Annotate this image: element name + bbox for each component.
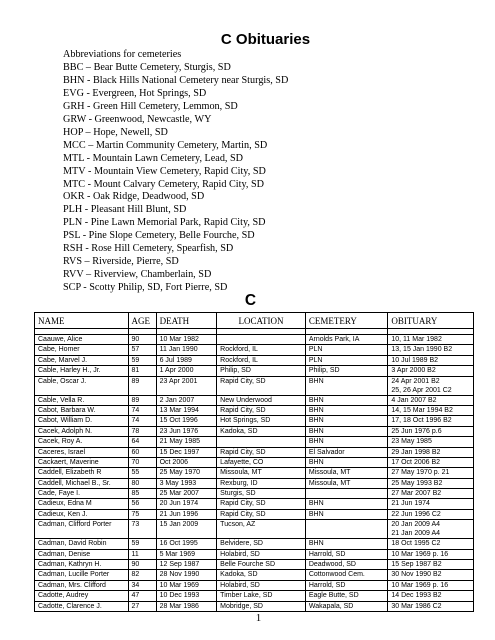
cell-obituary [388,549,474,559]
cell-name: Cabe, Homer [35,345,129,355]
table-header-row [35,313,474,329]
obituary-reference: 21 Jan 2009 A4 [391,530,441,538]
cell-age: 59 [128,355,156,365]
abbreviation-entry: PSL - Pine Slope Cemetery, Belle Fourche, SD [63,230,255,242]
table-row [35,437,474,447]
cell-name: Cable, Oscar J. [35,376,129,395]
cell-cemetery: Philip, SD [305,366,388,376]
cell-obituary [388,416,474,426]
cell-obituary [388,345,474,355]
cell-age: 57 [128,345,156,355]
cell-death: 11 Jan 1990 [156,345,217,355]
table-row [35,426,474,436]
obituary-reference: 21 Jun 1974 [391,500,430,508]
cell-cemetery: Eagle Butte, SD [305,591,388,601]
cell-obituary [388,335,474,345]
cell-cemetery [305,489,388,499]
cell-obituary [388,560,474,570]
cell-obituary [388,376,474,395]
cell-location: Rexburg, ID [217,478,306,488]
cell-age: 73 [128,520,156,539]
cell-cemetery: BHN [305,376,388,395]
obituary-reference: 10 Jul 1989 B2 [391,356,439,364]
cell-death: 2 Jan 2007 [156,395,217,405]
cell-age: 11 [128,549,156,559]
cell-cemetery: BHN [305,457,388,467]
obituary-reference: 30 Nov 1990 B2 [391,571,442,579]
cell-name: Caauwe, Alice [35,335,129,345]
cell-age: 82 [128,570,156,580]
cell-name: Caddell, Michael B., Sr. [35,478,129,488]
cell-name: Cadotte, Audrey [35,591,129,601]
obituary-reference: 17, 18 Oct 1996 B2 [391,417,452,425]
cell-name: Cadman, Mrs. Clifford [35,580,129,590]
cell-location: Holabird, SD [217,580,306,590]
table-row [35,478,474,488]
cell-cemetery: PLN [305,345,388,355]
cell-death: 6 Jul 1989 [156,355,217,365]
obituary-reference: 24 Apr 2001 B2 [391,377,440,385]
abbreviation-entry: GRH - Green Hill Cemetery, Lemmon, SD [63,100,238,112]
obituary-reference: 22 Jun 1996 C2 [391,510,441,518]
cell-cemetery: PLN [305,355,388,365]
table-row [35,601,474,611]
abbreviation-entry: MCC – Martin Community Cemetery, Martin, SD [63,139,268,151]
cell-death: 1 Apr 2000 [156,366,217,376]
obituary-reference: 25 May 1993 B2 [391,479,443,487]
cell-age: 60 [128,447,156,457]
cell-death: 16 Oct 1995 [156,539,217,549]
cell-age: 90 [128,560,156,570]
header-name: NAME [35,313,129,329]
cell-cemetery: Harrold, SD [305,580,388,590]
cell-cemetery: BHN [305,539,388,549]
cell-age: 34 [128,580,156,590]
cell-location: Lafayette, CO [217,457,306,467]
cell-death: 15 Oct 1996 [156,416,217,426]
cell-age: 74 [128,405,156,415]
cell-location: Kadoka, SD [217,426,306,436]
cell-obituary [388,520,474,539]
abbreviation-entry: PLN - Pine Lawn Memorial Park, Rapid City, SD [63,217,266,229]
cell-age: 78 [128,426,156,436]
abbreviation-entry: HOP – Hope, Newell, SD [63,126,168,138]
cell-cemetery: Wakapala, SD [305,601,388,611]
cell-location: Rapid City, SD [217,499,306,509]
obituary-reference: 30 Mar 1986 C2 [391,602,442,610]
table-row [35,395,474,405]
cell-obituary [388,355,474,365]
cell-name: Cadotte, Clarence J. [35,601,129,611]
cell-cemetery: Cottonwood Cem. [305,570,388,580]
cell-death: 12 Sep 1987 [156,560,217,570]
section-letter: C [244,292,257,309]
cell-cemetery: BHN [305,509,388,519]
table-row [35,345,474,355]
obituary-reference: 29 Jan 1998 B2 [391,448,441,456]
cell-obituary [388,509,474,519]
cell-name: Cadman, Denise [35,549,129,559]
obituary-reference: 3 Apr 2000 B2 [391,367,436,375]
cell-location: Holabird, SD [217,549,306,559]
obituary-reference: 25 Jun 1976 p.6 [391,427,442,435]
cell-age: 80 [128,478,156,488]
obituary-reference: 4 Jan 2007 B2 [391,396,437,404]
cell-death: 28 Nov 1990 [156,570,217,580]
abbreviation-entry: PLH - Pleasant Hill Blunt, SD [63,204,187,216]
obituary-reference: 15 Sep 1987 B2 [391,561,442,569]
cell-age: 59 [128,539,156,549]
table-row [35,591,474,601]
cell-obituary [388,499,474,509]
cell-location: Philip, SD [217,366,306,376]
cell-location: Missoula, MT [217,468,306,478]
cell-death: 15 Dec 1997 [156,447,217,457]
abbreviation-entry: MTC - Mount Calvary Cemetery, Rapid City, SD [63,178,264,190]
cell-obituary [388,457,474,467]
cell-obituary [388,366,474,376]
obituary-reference: 20 Jan 2009 A4 [391,521,441,529]
table-row [35,457,474,467]
table-row [35,335,474,345]
cell-age: 74 [128,416,156,426]
cell-name: Cable, Harley H., Jr. [35,366,129,376]
cell-obituary [388,478,474,488]
cell-cemetery: BHN [305,426,388,436]
cell-name: Cadman, Clifford Porter [35,520,129,539]
abbreviation-entry: SCP - Scotty Philip, SD, Fort Pierre, SD [63,282,228,294]
cell-obituary [388,580,474,590]
cell-death: 10 Mar 1969 [156,580,217,590]
cell-cemetery: BHN [305,416,388,426]
cell-name: Cadman, Kathryn H. [35,560,129,570]
header-death: DEATH [156,313,217,329]
obituary-reference: 10, 11 Mar 1982 [391,336,442,343]
abbreviation-entry: MTL - Mountain Lawn Cemetery, Lead, SD [63,152,244,164]
abbreviation-entry: BBC – Bear Butte Cemetery, Sturgis, SD [63,61,231,73]
cell-obituary [388,437,474,447]
cell-obituary [388,395,474,405]
obituary-reference: 10 Mar 1969 p. 16 [391,550,449,558]
cell-cemetery: Arnolds Park, IA [305,335,388,345]
cell-cemetery: El Salvador [305,447,388,457]
cell-cemetery: BHN [305,395,388,405]
cell-death: 3 May 1993 [156,478,217,488]
cell-location: Rapid City, SD [217,376,306,395]
cell-death: Oct 2006 [156,457,217,467]
cell-name: Cadman, Lucille Porter [35,570,129,580]
cell-cemetery: BHN [305,437,388,447]
cell-obituary [388,405,474,415]
cell-location: Belvidere, SD [217,539,306,549]
cell-death: 25 Mar 2007 [156,489,217,499]
obituary-reference: 14 Dec 1993 B2 [391,592,442,600]
cell-death: 13 Mar 1994 [156,405,217,415]
abbreviation-entry: RVV – Riverview, Chamberlain, SD [63,269,212,281]
cell-location: Rapid City, SD [217,509,306,519]
cell-age: 70 [128,457,156,467]
cell-name: Cable, Vella R. [35,395,129,405]
table-row [35,520,474,539]
obituary-reference: 10 Mar 1969 p. 16 [391,581,449,589]
obituary-reference: 25, 26 Apr 2001 C2 [391,386,452,394]
table-row [35,416,474,426]
cell-location: Rapid City, SD [217,447,306,457]
cell-death: 10 Dec 1993 [156,591,217,601]
cell-age: 85 [128,489,156,499]
cell-age: 47 [128,591,156,601]
table-row [35,447,474,457]
obituary-reference: 13, 15 Jan 1990 B2 [391,346,453,354]
cell-age: 75 [128,509,156,519]
obituary-reference: 27 Mar 2007 B2 [391,490,442,498]
cell-location: Tucson, AZ [217,520,306,539]
cell-obituary [388,489,474,499]
cell-cemetery: BHN [305,499,388,509]
cell-cemetery: Deadwood, SD [305,560,388,570]
cell-death: 21 May 1985 [156,437,217,447]
table-row [35,405,474,415]
cell-name: Cabot, William D. [35,416,129,426]
table-row [35,366,474,376]
table-row [35,580,474,590]
cell-death: 28 Mar 1986 [156,601,217,611]
page-number: 1 [255,612,262,624]
cell-death: 21 Jun 1996 [156,509,217,519]
obituary-reference: 14, 15 Mar 1994 B2 [391,406,453,414]
cell-location: Rockford, IL [217,345,306,355]
cell-location: Rockford, IL [217,355,306,365]
cell-cemetery: Missoula, MT [305,478,388,488]
cell-age: 90 [128,335,156,345]
obituary-table [34,312,474,612]
abbreviation-entry: RSH - Rose Hill Cemetery, Spearfish, SD [63,243,234,255]
cell-age: 81 [128,366,156,376]
table-row [35,499,474,509]
cell-name: Cade, Faye I. [35,489,129,499]
cell-death: 23 Apr 2001 [156,376,217,395]
cell-death: 15 Jan 2009 [156,520,217,539]
table-row [35,509,474,519]
cell-name: Cackaert, Maverine [35,457,129,467]
cell-name: Caddell, Elizabeth R [35,468,129,478]
page-title: C Obituaries [220,31,311,48]
table-row [35,560,474,570]
header-obituary: OBITUARY [388,313,474,329]
cell-death: 5 Mar 1969 [156,549,217,559]
cell-death: 10 Mar 1982 [156,335,217,345]
table-row [35,549,474,559]
cell-location [217,437,306,447]
cell-obituary [388,539,474,549]
abbreviation-entry: RVS – Riverside, Pierre, SD [63,256,179,268]
obituary-reference: 18 Oct 1995 C2 [391,540,441,548]
cell-death: 20 Jun 1974 [156,499,217,509]
cell-obituary [388,468,474,478]
abbreviation-entry: GRW - Greenwood, Newcastle, WY [63,113,212,125]
header-age: AGE [128,313,156,329]
header-location: LOCATION [217,313,306,329]
cell-name: Cabot, Barbara W. [35,405,129,415]
cell-age: 56 [128,499,156,509]
cell-obituary [388,601,474,611]
cell-location: Rapid City, SD [217,405,306,415]
cell-cemetery: Missoula, MT [305,468,388,478]
cell-name: Cadieux, Edna M [35,499,129,509]
cell-name: Cadman, David Robin [35,539,129,549]
abbreviation-entry: OKR - Oak Ridge, Deadwood, SD [63,191,205,203]
table-row [35,489,474,499]
cell-obituary [388,591,474,601]
table-row [35,376,474,395]
cell-age: 89 [128,395,156,405]
cell-age: 64 [128,437,156,447]
cell-location: Timber Lake, SD [217,591,306,601]
cell-name: Cadieux, Ken J. [35,509,129,519]
abbreviation-entry: EVG - Evergreen, Hot Springs, SD [63,87,207,99]
header-cemetery: CEMETERY [305,313,388,329]
cell-obituary [388,426,474,436]
abbreviation-entry: MTV - Mountain View Cemetery, Rapid City, SD [63,165,266,177]
cell-name: Cabe, Marvel J. [35,355,129,365]
cell-location: Sturgis, SD [217,489,306,499]
cemetery-abbreviations [63,49,288,295]
cell-cemetery: Harrold, SD [305,549,388,559]
cell-age: 55 [128,468,156,478]
obituary-reference: 23 May 1985 [391,438,432,446]
table-row [35,539,474,549]
obituary-reference: 17 Oct 2006 B2 [391,458,441,466]
cell-location: Belle Fourche SD [217,560,306,570]
cell-cemetery [305,520,388,539]
table-row [35,570,474,580]
cell-location [217,335,306,345]
obituary-reference: 27 May 1970 p. 21 [391,469,450,477]
cell-obituary [388,447,474,457]
cell-death: 23 Jun 1976 [156,426,217,436]
cell-name: Caceres, Israel [35,447,129,457]
cell-obituary [388,570,474,580]
cell-age: 89 [128,376,156,395]
cell-name: Cacek, Roy A. [35,437,129,447]
cell-location: Hot Springs, SD [217,416,306,426]
cell-location: New Underwood [217,395,306,405]
cell-death: 25 May 1970 [156,468,217,478]
cell-location: Mobridge, SD [217,601,306,611]
abbreviations-heading: Abbreviations for cemeteries [63,49,182,60]
cell-age: 27 [128,601,156,611]
abbreviation-entry: BHN - Black Hills National Cemetery near Sturgis, SD [63,74,289,86]
table-row [35,355,474,365]
cell-name: Cacek, Adolph N. [35,426,129,436]
cell-cemetery: BHN [305,405,388,415]
table-row [35,468,474,478]
cell-location: Kadoka, SD [217,570,306,580]
